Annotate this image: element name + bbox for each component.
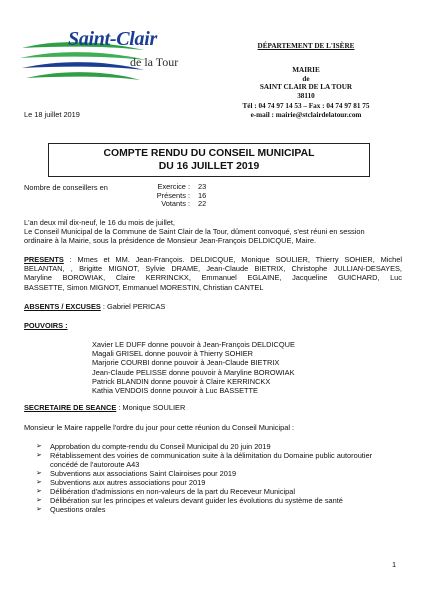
department-header — [216, 42, 396, 50]
agenda-list — [36, 442, 406, 514]
pouvoir-item: Jean-Claude PELISSE donne pouvoir à Maryline BOROWIAK — [92, 367, 295, 377]
phone-fax: Tél : 04 74 97 14 53 – Fax : 04 74 97 81 75 — [242, 102, 370, 110]
pouvoirs-list — [92, 340, 295, 395]
agenda-item: ➢ Subventions aux associations Saint Clairoises pour 2019 — [36, 469, 237, 478]
presents-text: Maryline BOROWIAK, Claire KERRINCKX, Emmanuel EGLAINE, Jacqueline GUICHARD, Luc — [24, 273, 402, 283]
intro-paragraph — [24, 218, 404, 246]
pouvoir-item: Kathia VENDOIS donne pouvoir à Luc BASSETTE — [92, 386, 258, 396]
logo-name: Saint-Clair — [68, 28, 157, 50]
title-box — [48, 143, 370, 177]
logo — [18, 22, 193, 92]
absents-value: : Gabriel PERICAS — [100, 302, 166, 311]
arrow-bullet-icon: ➢ — [36, 488, 42, 495]
agenda-item: ➢ Approbation du compte-rendu du Conseil Municipal du 20 juin 2019 — [36, 442, 271, 451]
agenda-item: ➢ Rétablissement des voiries de communication suite à la délimitation du Domaine public autoroutier — [36, 451, 373, 460]
agenda-item-continued: concédé de l'autoroute A43 — [50, 460, 140, 469]
postal-code: 38110 — [297, 91, 315, 100]
count-value: 23 — [198, 182, 207, 191]
pouvoir-item: Xavier LE DUFF donne pouvoir à Jean-François DELDICQUE — [92, 340, 295, 349]
agenda-item: ➢ Délibération sur les principes et valeurs devant guider les évolutions du système de santé — [36, 496, 343, 505]
arrow-bullet-icon: ➢ — [36, 470, 42, 477]
mairie-de: de — [302, 74, 310, 83]
absents-line — [24, 302, 165, 311]
secretaire-line — [24, 403, 185, 412]
agenda-item: ➢ Questions orales — [36, 505, 106, 514]
presents-text: : Mmes et MM. Jean-François. DELDICQUE, Monique SOULIER, Thierry SOHIER, Michel — [63, 255, 402, 264]
arrow-bullet-icon: ➢ — [36, 443, 42, 450]
pouvoir-item: Marjorie COURBI donne pouvoir à Jean-Claude BIETRIX — [92, 358, 280, 368]
pouvoir-item: Patrick BLANDIN donne pouvoir à Claire KERRINCKX — [92, 376, 271, 386]
count-name: Présents : — [156, 190, 190, 200]
count-name: Votants : — [161, 199, 190, 209]
mairie: MAIRIE — [292, 66, 320, 74]
secretaire-label: SECRETAIRE DE SEANCE — [24, 403, 117, 412]
pouvoirs-label: POUVOIRS : — [24, 321, 68, 330]
title-line-2: DU 16 JUILLET 2019 — [158, 161, 260, 172]
arrow-bullet-icon: ➢ — [36, 452, 42, 459]
count-value: 22 — [198, 199, 207, 209]
document-date: Le 18 juillet 2019 — [24, 110, 80, 119]
pouvoir-item: Magali GRISEL donne pouvoir à Thierry SOHIER — [92, 349, 254, 359]
agenda-intro: Monsieur le Maire rappelle l'ordre du jour pour cette réunion du Conseil Municipal : — [24, 423, 295, 432]
secretaire-value: : Monique SOULIER — [116, 403, 186, 412]
presents-paragraph — [24, 255, 402, 292]
department: DÉPARTEMENT DE L'ISÈRE — [257, 42, 355, 50]
counts-table — [148, 183, 206, 209]
presents-label: PRESENTS — [24, 255, 64, 264]
email: e-mail : mairie@stclairdelatour.com — [250, 110, 362, 119]
absents-label: ABSENTS / EXCUSES — [24, 302, 101, 311]
intro-line: L'an deux mil dix-neuf, le 16 du mois de juillet, — [24, 218, 175, 227]
arrow-bullet-icon: ➢ — [36, 506, 42, 513]
agenda-item: ➢ Délibération d'admissions en non-valeurs de la part du Receveur Municipal — [36, 487, 296, 496]
intro-line: ordinaire à la Mairie, sous la présidence de Monsieur Jean-François DELDICQUE, Maire. — [24, 236, 317, 246]
presents-text: BASSETTE, Simon MIGNOT, Emmanuel MORESTIN, Christian CANTEL — [24, 282, 264, 292]
count-name: Exercice : — [157, 182, 190, 191]
arrow-bullet-icon: ➢ — [36, 479, 42, 486]
page-number: 1 — [392, 560, 397, 569]
intro-line: Le Conseil Municipal de la Commune de Saint Clair de la Tour, dûment convoqué, s'est réuni en session — [24, 227, 365, 237]
arrow-bullet-icon: ➢ — [36, 497, 42, 504]
presents-text: BELANTAN, , Brigitte MIGNOT, Sylvie DRAME, Jean-Claude BIETRIX, Christophe JULLIAN-DESAYES, — [24, 264, 402, 274]
agenda-item: ➢ Subventions aux autres associations pour 2019 — [36, 478, 206, 487]
town-name: SAINT CLAIR DE LA TOUR — [259, 83, 353, 92]
counts-label: Nombre de conseillers en — [24, 183, 108, 192]
title-line-1: COMPTE RENDU DU CONSEIL MUNICIPAL — [103, 148, 315, 159]
count-value: 16 — [198, 190, 207, 200]
counts-row — [148, 200, 206, 209]
logo-subname: de la Tour — [130, 55, 179, 69]
mairie-block — [216, 66, 396, 100]
contact-block — [216, 102, 396, 119]
